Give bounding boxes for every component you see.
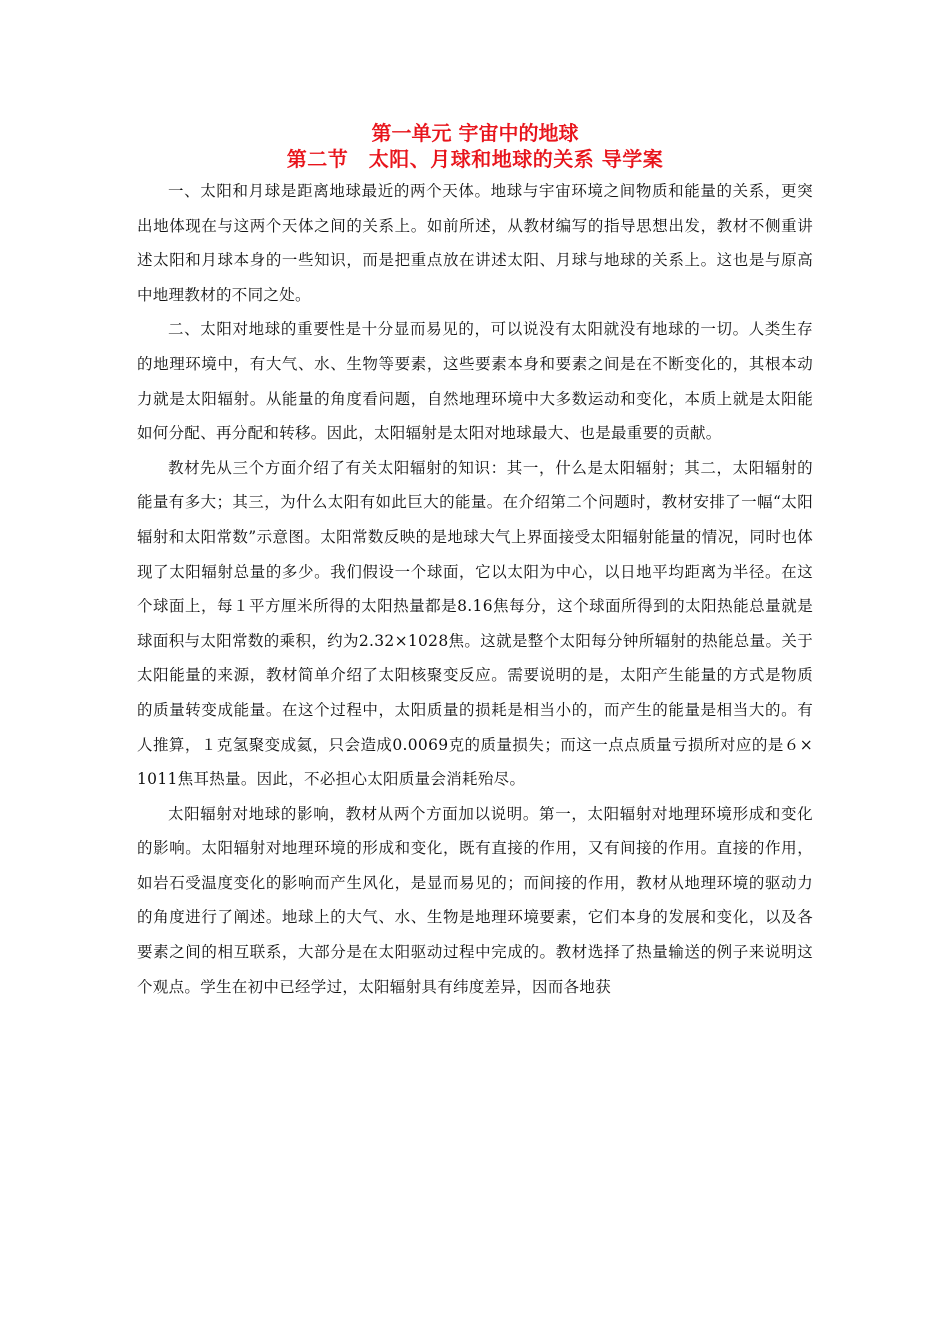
- paragraph-2: 二、太阳对地球的重要性是十分显而易见的，可以说没有太阳就没有地球的一切。人类生存的地理环境中，有大气、水、生物等要素，这些要素本身和要素之间是在不断变化的，其根本动力就是太阳辐射。从能量的角度看问题，自然地理环境中大多数运动和变化，本质上就是太阳能如何分配、再分配和转移。因此，太阳辐射是太阳对地球最大、也是最重要的贡献。: [137, 320, 813, 443]
- title-block: [0, 120, 950, 172]
- paragraph-1: 一、太阳和月球是距离地球最近的两个天体。地球与宇宙环境之间物质和能量的关系，更突出地体现在与这两个天体之间的关系上。如前所述，从教材编写的指导思想出发，教材不侧重讲述太阳和月球本身的一些知识，而是把重点放在讲述太阳、月球与地球的关系上。这也是与原高中地理教材的不同之处。: [137, 182, 813, 304]
- paragraph-4: 太阳辐射对地球的影响，教材从两个方面加以说明。第一，太阳辐射对地理环境形成和变化的影响。太阳辐射对地理环境的形成和变化，既有直接的作用，又有间接的作用。直接的作用，如岩石受温度变化的影响而产生风化，是显而易见的；而间接的作用，教材从地理环境的驱动力的角度进行了阐述。地球上的大气、水、生物是地理环境要素，它们本身的发展和变化，以及各要素之间的相互联系，大部分是在太阳驱动过程中完成的。教材选择了热量输送的例子来说明这个观点。学生在初中已经学过，太阳辐射具有纬度差异，因而各地获: [137, 804, 813, 996]
- unit-title: 第一单元 宇宙中的地球: [371, 121, 579, 145]
- body-text: [137, 174, 813, 1004]
- section-title: 第二节 太阳、月球和地球的关系 导学案: [286, 147, 664, 171]
- paragraph-3: 教材先从三个方面介绍了有关太阳辐射的知识：其一，什么是太阳辐射；其二，太阳辐射的能量有多大；其三，为什么太阳有如此巨大的能量。在介绍第二个问题时，教材安排了一幅“太阳辐射和太阳常数”示意图。太阳常数反映的是地球大气上界面接受太阳辐射能量的情况，同时也体现了太阳辐射总量的多少。我们假设一个球面，它以太阳为中心，以日地平均距离为半径。在这个球面上，每１平方厘米所得的太阳热量都是8.16焦每分，这个球面所得到的太阳热能总量就是球面积与太阳常数的乘积，约为2.32×1028焦。这就是整个太阳每分钟所辐射的热能总量。关于太阳能量的来源，教材简单介绍了太阳核聚变反应。需要说明的是，太阳产生能量的方式是物质的质量转变成能量。在这个过程中，太阳质量的损耗是相当小的，而产生的能量是相当大的。有人推算，１克氢聚变成氦，只会造成0.0069克的质量损失；而这一点点质量亏损所对应的是６×1011焦耳热量。因此，不必担心太阳质量会消耗殆尽。: [137, 458, 813, 789]
